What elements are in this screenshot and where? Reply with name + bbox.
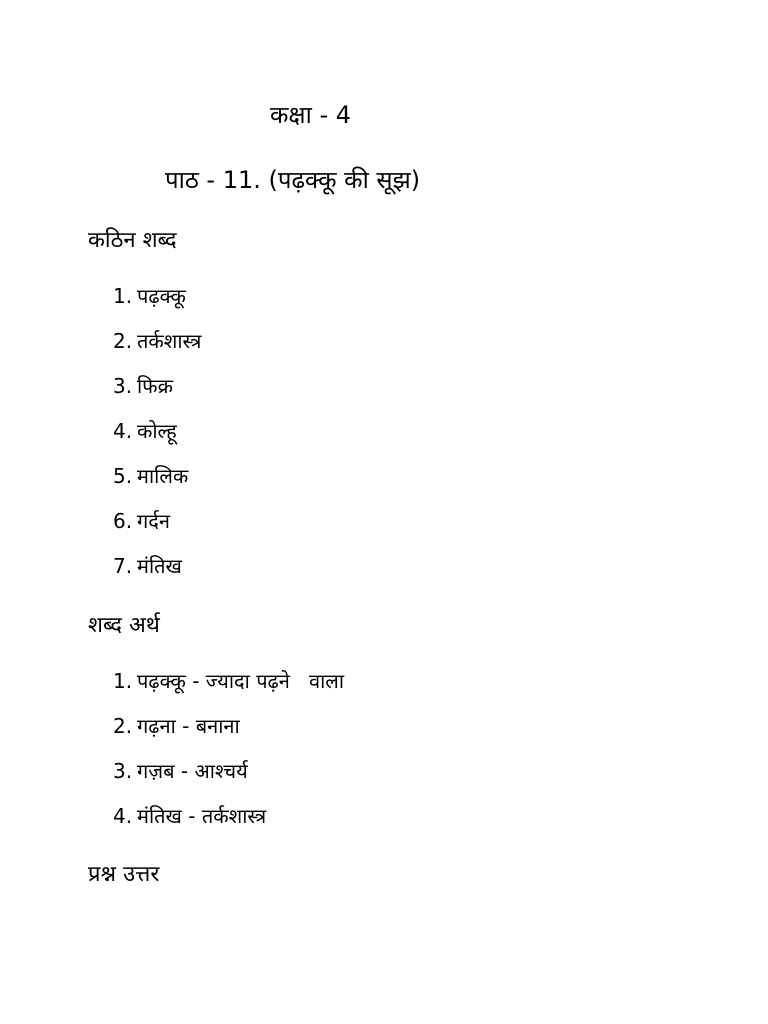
- list-item: [113, 326, 201, 371]
- list-item: [113, 666, 344, 711]
- list-item: [113, 281, 201, 326]
- word-meanings-heading: शब्द अर्थ: [88, 613, 160, 638]
- list-item-text: मालिक: [137, 464, 189, 488]
- list-item-number: 1.: [113, 669, 133, 693]
- question-answer-heading: प्रश्न उत्तर: [88, 862, 160, 887]
- list-item: [113, 506, 201, 551]
- list-item-number: 2.: [113, 714, 133, 738]
- list-item-text: गज़ब - आश्चर्य: [137, 759, 248, 783]
- difficult-words-list: [113, 281, 201, 596]
- list-item-text: कोल्हू: [137, 419, 177, 443]
- list-item: [113, 551, 201, 596]
- list-item-number: 4.: [113, 804, 133, 828]
- list-item-number: 2.: [113, 329, 133, 353]
- list-item-number: 3.: [113, 374, 133, 398]
- list-item: [113, 801, 344, 846]
- list-item-number: 6.: [113, 509, 133, 533]
- list-item-number: 5.: [113, 464, 133, 488]
- difficult-words-heading: कठिन शब्द: [88, 228, 177, 253]
- list-item-text: तर्कशास्त्र: [137, 329, 202, 353]
- list-item-text: गढ़ना - बनाना: [137, 714, 240, 738]
- list-item-number: 7.: [113, 554, 133, 578]
- class-title: कक्षा - 4: [270, 101, 352, 129]
- list-item-number: 4.: [113, 419, 133, 443]
- list-item-text: मंतिख: [137, 554, 182, 578]
- list-item: [113, 756, 344, 801]
- list-item: [113, 711, 344, 756]
- list-item-number: 3.: [113, 759, 133, 783]
- list-item-text: फिक्र: [137, 374, 173, 398]
- list-item-text: मंतिख - तर्कशास्त्र: [137, 804, 267, 828]
- list-item-text: गर्दन: [137, 509, 170, 533]
- word-meanings-list: [113, 666, 344, 846]
- list-item-text: पढ़क्कू: [137, 284, 186, 308]
- list-item-text: पढ़क्कू - ज्यादा पढ़ने वाला: [137, 669, 345, 693]
- list-item-number: 1.: [113, 284, 133, 308]
- list-item: [113, 371, 201, 416]
- list-item: [113, 461, 201, 506]
- lesson-title: पाठ - 11. (पढ़क्कू की सूझ): [165, 166, 421, 194]
- list-item: [113, 416, 201, 461]
